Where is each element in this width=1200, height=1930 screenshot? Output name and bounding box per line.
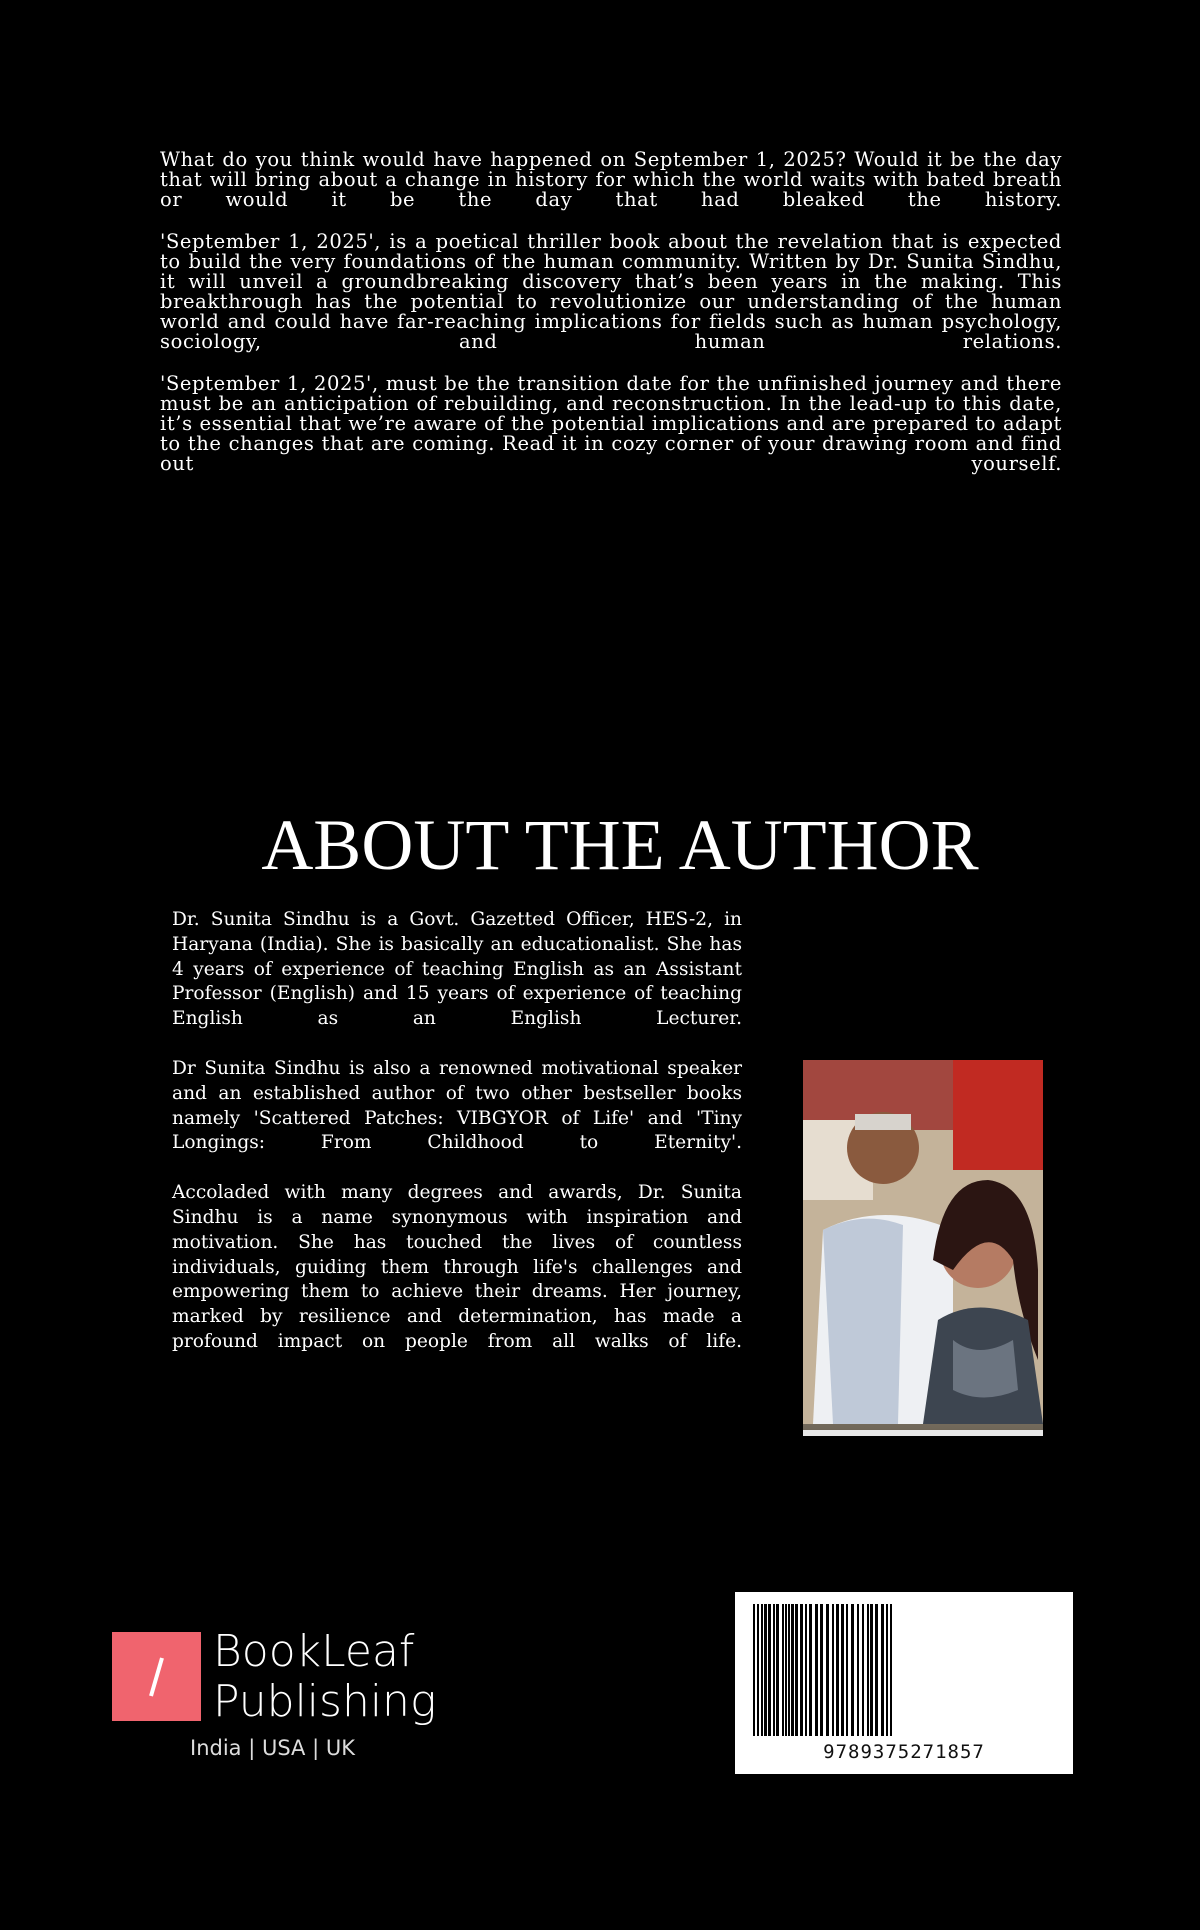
publisher-name-line2: Publishing: [213, 1676, 437, 1727]
barcode-bar: [764, 1604, 767, 1736]
barcode-bar: [851, 1604, 854, 1736]
barcode-bar: [836, 1604, 839, 1736]
author-photo: [803, 1060, 1043, 1436]
barcode-bar: [820, 1604, 823, 1736]
isbn-number: 9789375271857: [823, 1741, 985, 1763]
isbn-barcode: [735, 1592, 1073, 1774]
barcode-bar: [846, 1604, 848, 1736]
publisher-name: [213, 1627, 513, 1727]
barcode-bar: [867, 1604, 869, 1736]
bio-paragraph: Dr Sunita Sindhu is also a renowned motivational speaker and an established author of two other bestseller books namely 'Scattered Patches: VIBGYOR of Life' and 'Tiny Longings: From Childhood to Eternity'.: [172, 1057, 742, 1154]
barcode-bar: [773, 1604, 775, 1736]
bookleaf-logo-icon: [112, 1632, 201, 1721]
barcode-bar: [785, 1604, 787, 1736]
barcode-bar: [881, 1604, 884, 1736]
blurb-section: [160, 150, 1062, 496]
barcode-bar: [841, 1604, 844, 1736]
barcode-bar: [809, 1604, 812, 1736]
barcode-bar: [862, 1604, 864, 1736]
barcode-bar: [795, 1604, 798, 1736]
barcode-bars-icon: [749, 1604, 1059, 1736]
barcode-bar: [800, 1604, 803, 1736]
barcode-bar: [815, 1604, 818, 1736]
bio-paragraph: Dr. Sunita Sindhu is a Govt. Gazetted Officer, HES-2, in Haryana (India). She is basically an educationalist. She has 4 years of experience of teaching English as an Assistant Professor (English) and 15 years of experience of teaching English as an English Lecturer.: [172, 909, 742, 1030]
barcode-bar: [788, 1604, 790, 1736]
barcode-bar: [832, 1604, 834, 1736]
barcode-bar: [782, 1604, 784, 1736]
barcode-bar: [826, 1604, 829, 1736]
barcode-bar: [757, 1604, 759, 1736]
barcode-bar: [857, 1604, 859, 1736]
bio-paragraph: Accoladed with many degrees and awards, Dr. Sunita Sindhu is a name synonymous with inspiration and motivation. She has touched the lives of countless individuals, guiding them through life's challenges and empowering them to achieve their dreams. Her journey, marked by resilience and determination, has made a profound impact on people from all walks of life.: [172, 1182, 742, 1352]
barcode-bar: [875, 1604, 878, 1736]
barcode-bar: [870, 1604, 873, 1736]
barcode-bar: [886, 1604, 888, 1736]
blurb-paragraph: 'September 1, 2025', must be the transition date for the unfinished journey and there must be an anticipation of rebuilding, and reconstruction. In the lead-up to this date, it’s essential that we’re aware of the potential implications and are prepared to adapt to the changes that are coming. Read it in cozy corner of your drawing room and find out yourself.: [160, 372, 1062, 475]
publisher-regions: India | USA | UK: [190, 1736, 355, 1760]
author-photo-illustration: [803, 1060, 1043, 1424]
barcode-bar: [768, 1604, 771, 1736]
blurb-paragraph: What do you think would have happened on September 1, 2025? Would it be the day that will bring about a change in history for which the world waits with bated breath or would it be the day that had bleaked the history.: [160, 148, 1062, 211]
barcode-bar: [753, 1604, 755, 1736]
barcode-bar: [805, 1604, 807, 1736]
barcode-bar: [761, 1604, 763, 1736]
barcode-bar: [776, 1604, 779, 1736]
barcode-bar: [890, 1604, 892, 1736]
blurb-paragraph: 'September 1, 2025', is a poetical thriller book about the revelation that is expected to build the very foundations of the human community. Written by Dr. Sunita Sindhu, it will unveil a groundbreaking discovery that’s been years in the making. This breakthrough has the potential to revolutionize our understanding of the human world and could have far-reaching implications for fields such as human psychology, sociology, and human relations.: [160, 230, 1062, 353]
about-author-heading: ABOUT THE AUTHOR: [261, 805, 979, 885]
author-bio: [172, 908, 742, 1380]
publisher-name-line1: BookLeaf: [213, 1626, 415, 1677]
barcode-bar: [791, 1604, 794, 1736]
